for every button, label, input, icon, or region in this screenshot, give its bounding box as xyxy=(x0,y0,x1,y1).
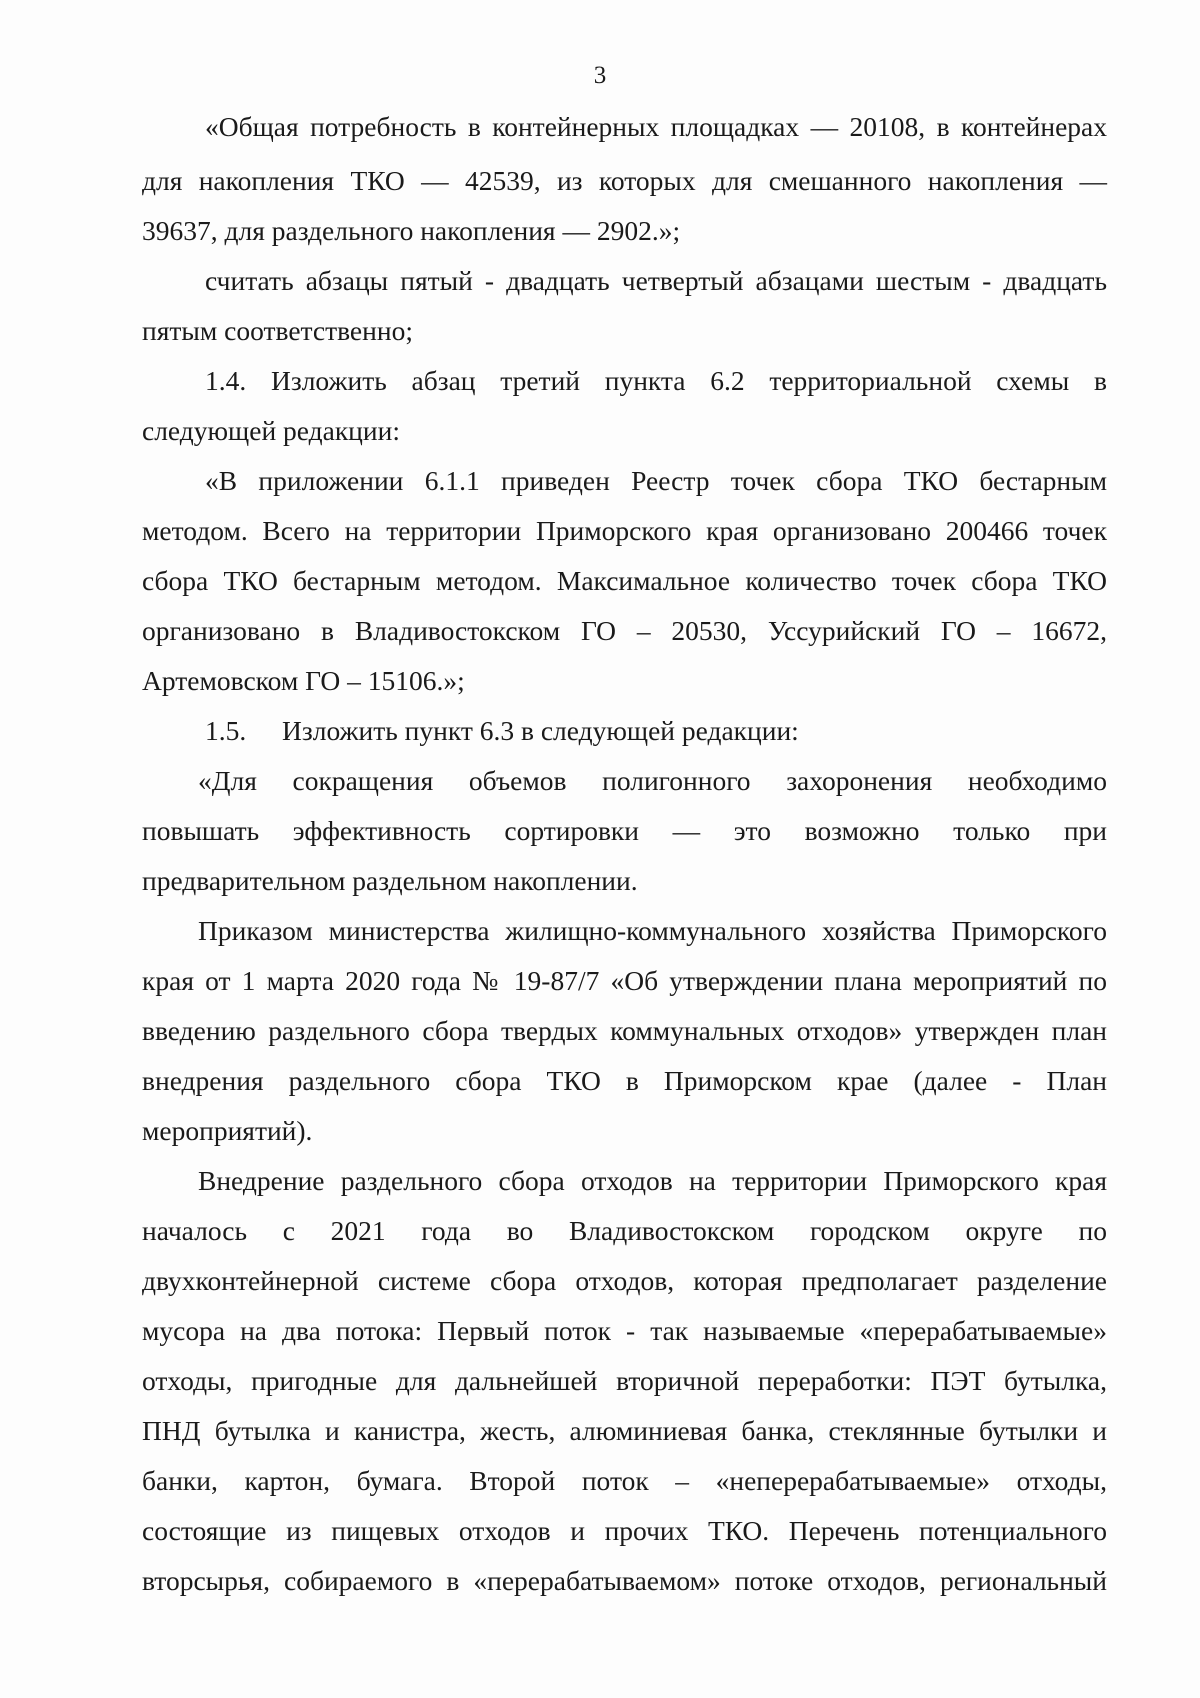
text-line: Приказом министерства жилищно-коммунального хозяйства Приморского xyxy=(198,915,1107,946)
text-line: края от 1 марта 2020 года № 19-87/7 «Об утверждении плана мероприятий по xyxy=(142,965,1107,996)
text-line: пятым соответственно; xyxy=(142,315,413,346)
text-line: следующей редакции: xyxy=(142,415,400,446)
text-line: «Для сокращения объемов полигонного захоронения необходимо xyxy=(198,765,1107,796)
text-line: Артемовском ГО – 15106.»; xyxy=(142,665,465,696)
text-line: ПНД бутылка и канистра, жесть, алюминиевая банка, стеклянные бутылки и xyxy=(142,1415,1107,1446)
text-line: Изложить пункт 6.3 в следующей редакции: xyxy=(282,715,799,746)
text-line: 39637, для раздельного накопления — 2902.»; xyxy=(142,215,681,246)
text-line: состоящие из пищевых отходов и прочих ТКО. Перечень потенциального xyxy=(142,1515,1107,1546)
text-line: мусора на два потока: Первый поток - так называемые «перерабатываемые» xyxy=(142,1315,1107,1346)
text-line: внедрения раздельного сбора ТКО в Приморском крае (далее - План xyxy=(142,1065,1107,1096)
text-line: мероприятий). xyxy=(142,1115,313,1146)
text-line: «В приложении 6.1.1 приведен Реестр точек сбора ТКО бестарным xyxy=(205,465,1107,496)
text-line: «Общая потребность в контейнерных площадках — 20108, в контейнерах xyxy=(205,111,1107,142)
text-line: вторсырья, собираемого в «перерабатываемом» потоке отходов, региональный xyxy=(142,1565,1107,1596)
item-number: 1.5. xyxy=(205,715,247,746)
text-line: отходы, пригодные для дальнейшей вторичной переработки: ПЭТ бутылка, xyxy=(142,1365,1107,1396)
text-line: методом. Всего на территории Приморского края организовано 200466 точек xyxy=(142,515,1107,546)
text-line: 1.4. Изложить абзац третий пункта 6.2 территориальной схемы в xyxy=(205,365,1107,396)
text-line: банки, картон, бумага. Второй поток – «неперерабатываемые» отходы, xyxy=(142,1465,1107,1496)
text-line: сбора ТКО бестарным методом. Максимальное количество точек сбора ТКО xyxy=(142,565,1107,596)
text-line: предварительном раздельном накоплении. xyxy=(142,865,638,896)
text-line: повышать эффективность сортировки — это возможно только при xyxy=(142,815,1107,846)
text-line: Внедрение раздельного сбора отходов на территории Приморского края xyxy=(198,1165,1107,1196)
text-line: началось с 2021 года во Владивостокском городском округе по xyxy=(142,1215,1107,1246)
text-line: организовано в Владивостокском ГО – 20530, Уссурийский ГО – 16672, xyxy=(142,615,1107,646)
text-line: введению раздельного сбора твердых коммунальных отходов» утвержден план xyxy=(142,1015,1107,1046)
text-line: двухконтейнерной системе сбора отходов, которая предполагает разделение xyxy=(142,1265,1107,1296)
page-number: 3 xyxy=(593,62,607,89)
text-line: считать абзацы пятый - двадцать четвертый абзацами шестым - двадцать xyxy=(205,265,1107,296)
text-line: для накопления ТКО — 42539, из которых для смешанного накопления — xyxy=(142,165,1107,196)
